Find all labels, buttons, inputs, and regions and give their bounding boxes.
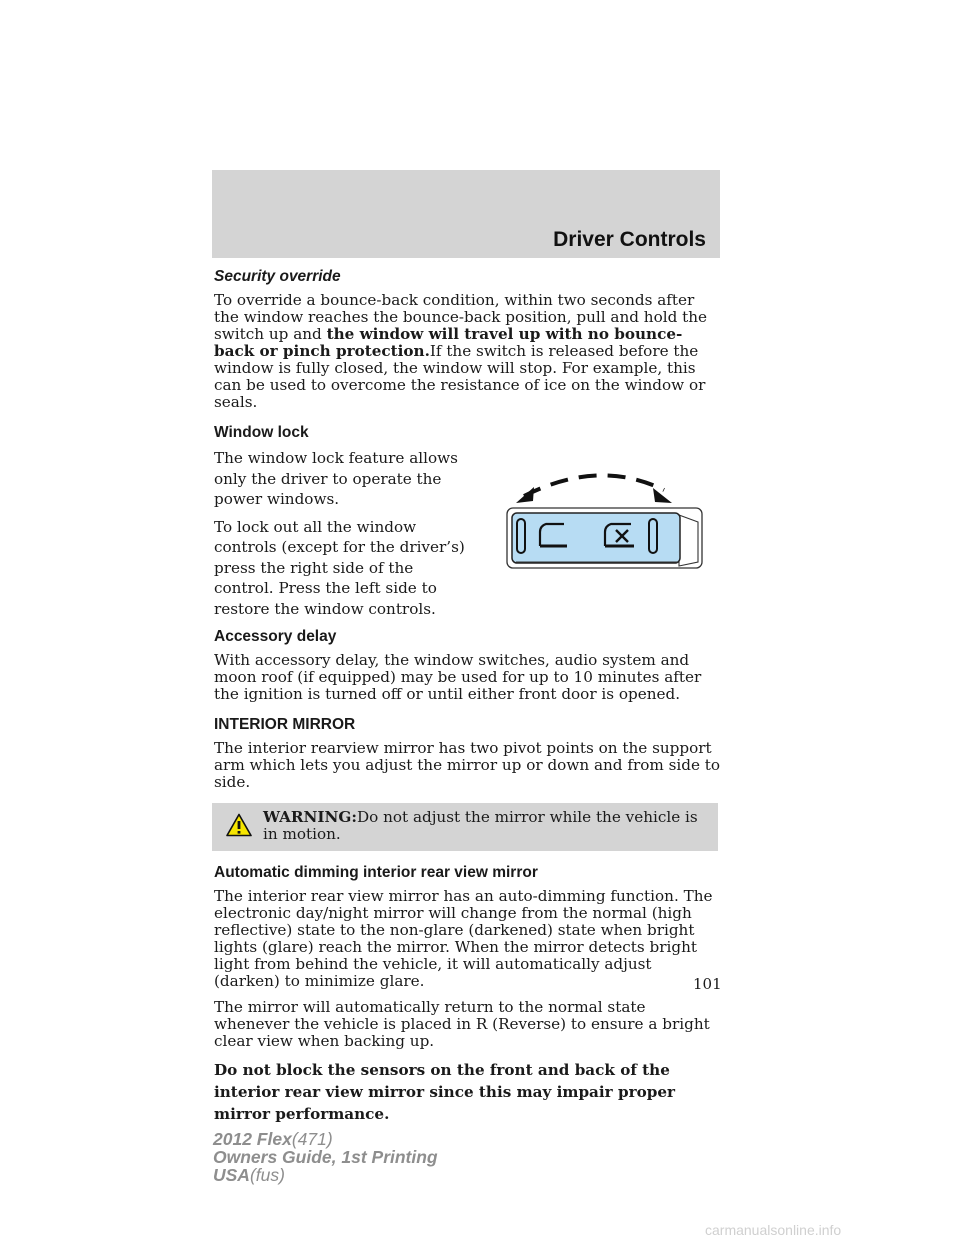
- security-override-text-2: If the switch is released before the window is fully closed, the window will stop. For example, this can be used to overcome the resistance of ice on the window or seals.: [214, 342, 706, 411]
- accessory-delay-paragraph: With accessory delay, the window switches, audio system and moon roof (if equipped) may be used for up to 10 minutes after the ignition is turned off or until either front door is opened.: [214, 651, 702, 703]
- footer-model: 2012 Flex: [213, 1129, 292, 1149]
- security-override-paragraph: [214, 292, 722, 411]
- auto-dimming-heading: Automatic dimming interior rear view mirror: [214, 864, 538, 881]
- window-lock-paragraph-2: To lock out all the window controls (except for the driver’s) press the right side of the control. Press the left side to restore the window controls.: [214, 517, 465, 618]
- warning-label: WARNING:: [263, 808, 357, 826]
- footer-market-code: (fus): [249, 1165, 285, 1185]
- section-title: Driver Controls: [553, 228, 706, 251]
- header-band: [212, 170, 720, 258]
- interior-mirror-heading: INTERIOR MIRROR: [214, 716, 356, 733]
- interior-mirror-paragraph: The interior rearview mirror has two pivot points on the support arm which lets you adjust the mirror up or down and from side to side.: [214, 739, 721, 791]
- warning-triangle-icon: [226, 813, 252, 837]
- window-lock-paragraph-1: The window lock feature allows only the driver to operate the power windows.: [214, 449, 458, 508]
- footer-guide: Owners Guide, 1st Printing: [213, 1147, 438, 1167]
- window-lock-section: [214, 448, 722, 618]
- auto-dimming-paragraph-2: The mirror will automatically return to the normal state whenever the vehicle is placed in R (Reverse) to ensure a bright clear view when backing up.: [214, 998, 710, 1050]
- footer-line-model: [213, 1130, 438, 1148]
- watermark: carmanualsonline.info: [705, 1222, 842, 1238]
- window-lock-switch-icon: [504, 460, 714, 570]
- security-override-text-1: To override a bounce-back condition, within two seconds after the window reaches the bounce-back position, pull and hold the switch up and: [214, 291, 707, 343]
- warning-body: Do not adjust the mirror while the vehicle is in motion.: [263, 808, 698, 843]
- print-footer: [213, 1130, 438, 1184]
- warning-box: [212, 803, 718, 851]
- auto-dimming-paragraph-1: The interior rear view mirror has an auto-dimming function. The electronic day/night mirror will change from the normal (high reflective) state to the non-glare (darkened) state when bright lights (glare) reach the mirror. When the mirror detects bright light from behind the vehicle, it will automatically adjust (darken) to minimize glare.: [214, 887, 713, 990]
- security-override-heading: Security override: [214, 268, 341, 285]
- footer-line-market: [213, 1166, 438, 1184]
- footer-market: USA: [213, 1165, 250, 1185]
- page-content: [214, 268, 722, 1125]
- window-lock-text: [214, 448, 472, 619]
- window-lock-heading: Window lock: [214, 424, 309, 441]
- accessory-delay-heading: Accessory delay: [214, 628, 337, 645]
- auto-dimming-bold-paragraph: Do not block the sensors on the front and back of the interior rear view mirror since this may impair proper mirror performance.: [214, 1061, 675, 1123]
- page-number: 101: [693, 975, 722, 993]
- security-override-bold-text: the window will travel up with no bounce-back or pinch protection.: [214, 325, 683, 360]
- footer-model-code: (471): [291, 1129, 333, 1149]
- warning-text: [263, 809, 703, 843]
